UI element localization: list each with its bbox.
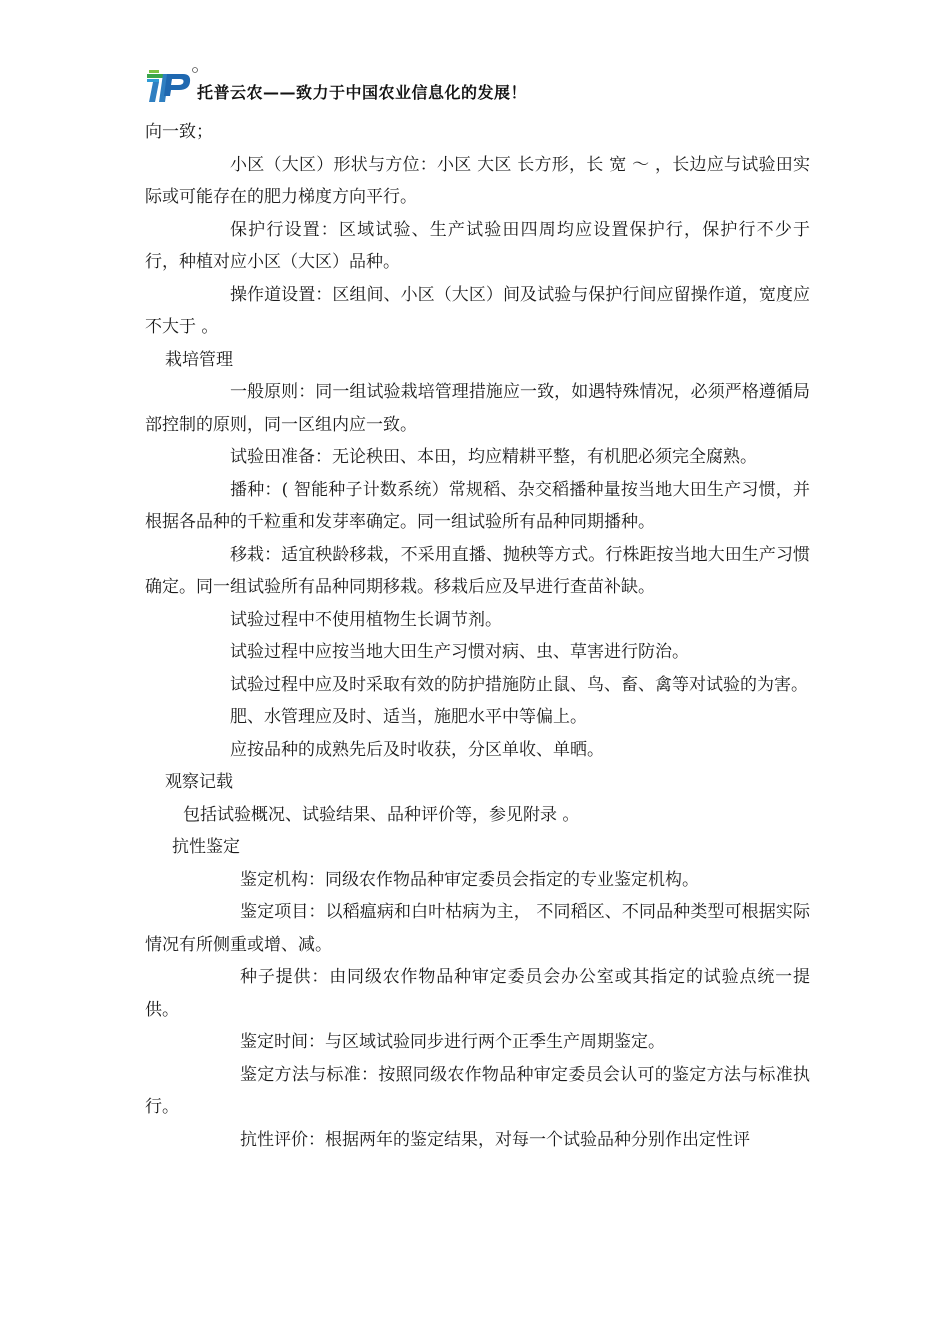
paragraph: 应按品种的成熟先后及时收获，分区单收、单晒。 [230,739,604,760]
section-heading: 观察记载 [165,772,233,792]
paragraph: 移栽：适宜秧龄移栽，不采用直播、抛秧等方式。行株距按当地大田生产习惯确定。同一组试验所有品种同期移栽。移栽后应及早进行查苗补缺。 [145,544,810,597]
paragraph: 种子提供：由同级农作物品种审定委员会办公室或其指定的试验点统一提供。 [145,967,810,1020]
paragraph: 试验过程中应及时采取有效的防护措施防止鼠、鸟、畜、禽等对试验的为害。 [230,674,808,695]
paragraph: 操作道设置：区组间、小区（大区）间及试验与保护行间应留操作道，宽度应不大于 。 [145,284,810,337]
header-slogan: 托普云农——致力于中国农业信息化的发展！ [197,83,528,102]
paragraph: 播种：( 智能种子计数系统）常规稻、杂交稻播种量按当地大田生产习惯，并根据各品种的千粒重和发芽率确定。同一组试验所有品种同期播种。 [145,479,810,532]
paragraph: 鉴定方法与标准：按照同级农作物品种审定委员会认可的鉴定方法与标准执行。 [145,1064,810,1117]
paragraph: 试验过程中不使用植物生长调节剂。 [230,609,502,630]
page-header [145,66,845,106]
paragraph: 肥、水管理应及时、适当，施肥水平中等偏上。 [230,707,587,727]
tp-logo-icon [145,66,201,104]
paragraph: 鉴定机构：同级农作物品种审定委员会指定的专业鉴定机构。 [240,869,699,890]
paragraph: 一般原则：同一组试验栽培管理措施应一致，如遇特殊情况，必须严格遵循局部控制的原则，同一区组内应一致。 [145,382,810,435]
paragraph: 包括试验概况、试验结果、品种评价等，参见附录 。 [183,804,580,825]
paragraph: 小区（大区）形状与方位：小区 大区 长方形，长 宽 ～ ，长边应与试验田实际或可能存在的肥力梯度方向平行。 [145,154,810,207]
paragraph: 保护行设置：区域试验、生产试验田四周均应设置保护行，保护行不少于 行，种植对应小区（大区）品种。 [145,219,810,272]
document-body [145,116,810,1156]
paragraph: 试验过程中应按当地大田生产习惯对病、虫、草害进行防治。 [230,642,689,662]
paragraph: 试验田准备：无论秧田、本田，均应精耕平整，有机肥必须完全腐熟。 [230,447,757,467]
section-heading: 抗性鉴定 [172,837,240,857]
paragraph: 抗性评价：根据两年的鉴定结果，对每一个试验品种分别作出定性评 [240,1129,750,1150]
paragraph: 鉴定时间：与区域试验同步进行两个正季生产周期鉴定。 [240,1032,665,1052]
paragraph: 向一致； [145,122,213,142]
paragraph: 鉴定项目：以稻瘟病和白叶枯病为主， 不同稻区、不同品种类型可根据实际情况有所侧重或增、减。 [145,902,810,955]
section-heading: 栽培管理 [165,349,233,370]
